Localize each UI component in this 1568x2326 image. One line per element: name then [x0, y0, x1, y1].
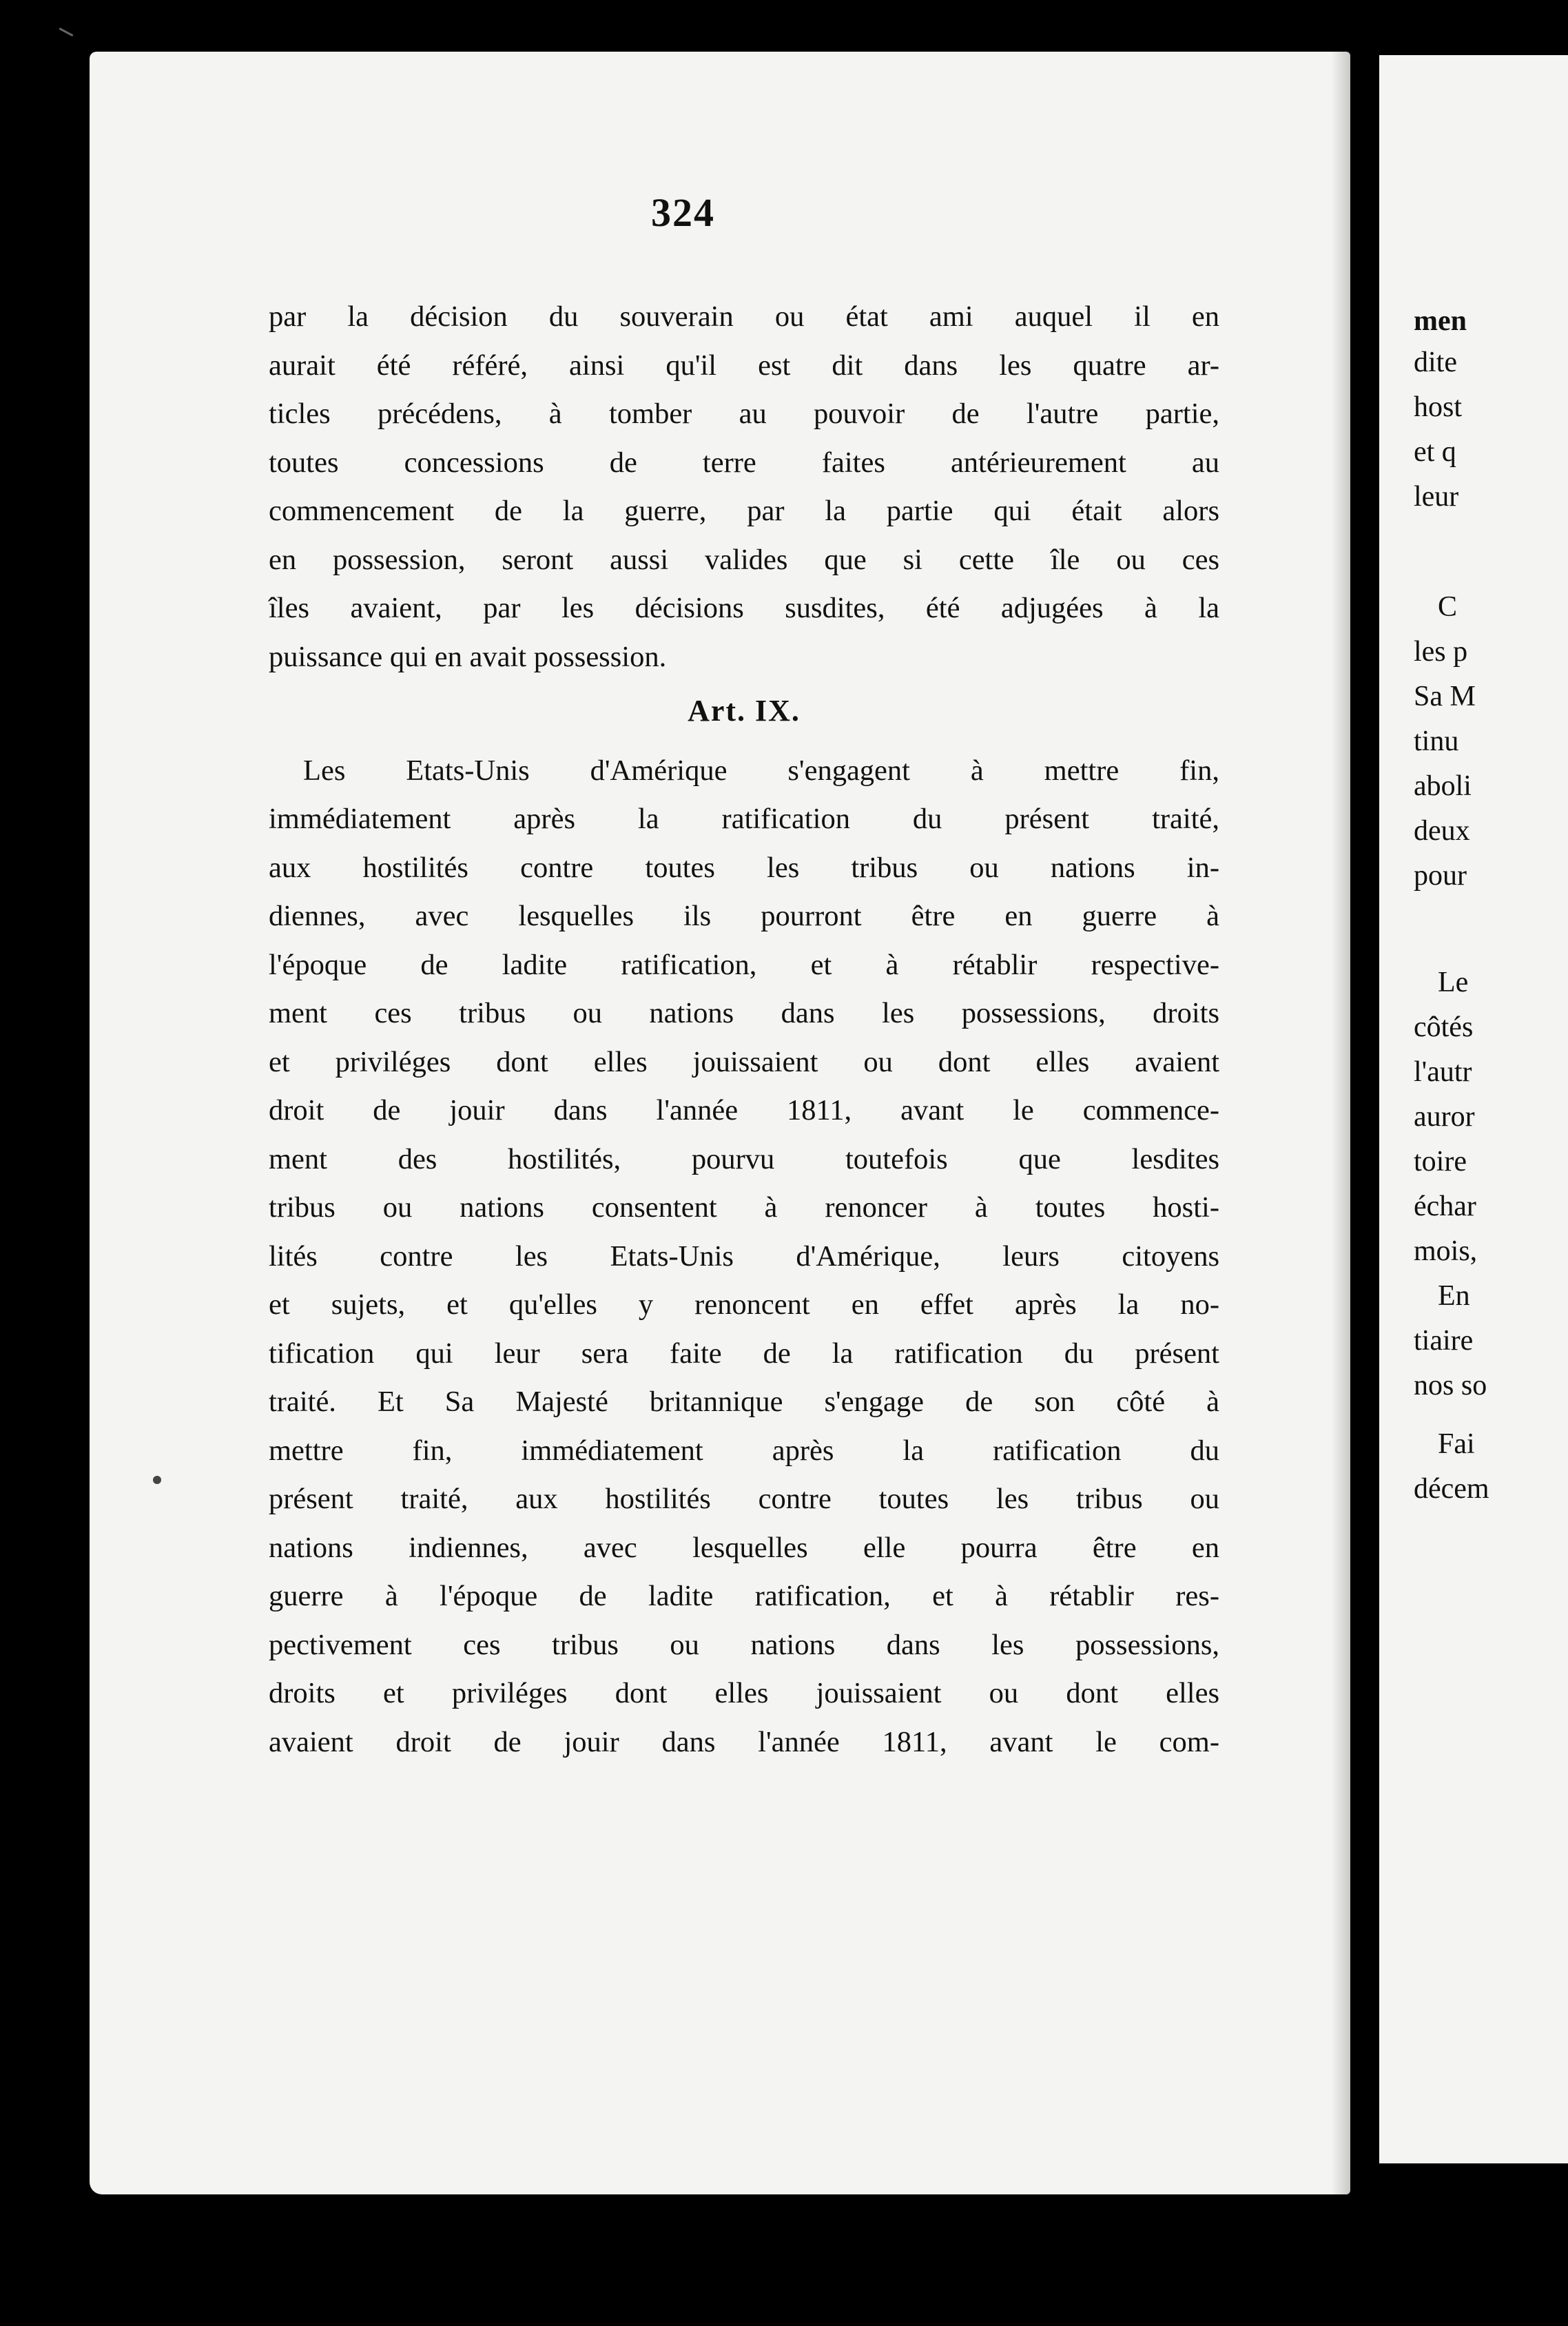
text-line: Les Etats-Unis d'Amérique s'engagent à mettre fin, — [303, 754, 1219, 787]
facing-fragment: Sa M — [1414, 681, 1476, 712]
text-line: droit de jouir dans l'année 1811, avant le commence- — [269, 1094, 1219, 1126]
text-line: tribus ou nations consentent à renoncer à toutes hosti- — [269, 1191, 1219, 1224]
margin-spot — [153, 1476, 161, 1484]
text-line: aurait été référé, ainsi qu'il est dit dans les quatre ar- — [269, 349, 1219, 382]
facing-fragment: et q — [1414, 436, 1456, 468]
text-line: puissance qui en avait possession. — [269, 640, 667, 673]
text-line: îles avaient, par les décisions susdites, été adjugées à la — [269, 592, 1219, 624]
text-line: par la décision du souverain ou état ami auquel il en — [269, 300, 1219, 333]
text-line: en possession, seront aussi valides que si cette île ou ces — [269, 543, 1219, 576]
text-line: l'époque de ladite ratification, et à rétablir respective- — [269, 948, 1219, 981]
facing-fragment: tiaire — [1414, 1325, 1474, 1357]
facing-fragment: échar — [1414, 1191, 1476, 1222]
text-line: commencement de la guerre, par la partie qui était alors — [269, 495, 1219, 527]
text-line: ment des hostilités, pourvu toutefois que lesdites — [269, 1142, 1219, 1175]
text-line: guerre à l'époque de ladite ratification, et à rétablir res- — [269, 1580, 1219, 1612]
text-line: nations indiennes, avec lesquelles elle pourra être en — [269, 1531, 1219, 1564]
text-line: lités contre les Etats-Unis d'Amérique, leurs citoyens — [269, 1239, 1219, 1273]
facing-fragment: men — [1414, 305, 1467, 337]
facing-fragment: l'autr — [1414, 1056, 1472, 1088]
text-line: présent traité, aux hostilités contre toutes les tribus ou — [269, 1483, 1219, 1515]
text-line: pectivement ces tribus ou nations dans les possessions, — [269, 1628, 1219, 1661]
facing-fragment: toire — [1414, 1146, 1467, 1177]
text-line: traité. Et Sa Majesté britannique s'engage de son côté à — [269, 1386, 1219, 1418]
text-line: immédiatement après la ratification du présent traité, — [269, 803, 1219, 835]
text-line: et priviléges dont elles jouissaient ou dont elles avaient — [269, 1045, 1219, 1078]
facing-page — [1379, 55, 1568, 2163]
text-line: ticles précédens, à tomber au pouvoir de l'autre partie, — [269, 398, 1219, 430]
facing-fragment: tinu — [1414, 725, 1459, 757]
text-line: toutes concessions de terre faites antérieurement au — [269, 446, 1219, 479]
facing-fragment: host — [1414, 391, 1463, 423]
facing-fragment: côtés — [1414, 1011, 1474, 1043]
facing-fragment: mois, — [1414, 1235, 1478, 1267]
text-line: avaient droit de jouir dans l'année 1811, avant le com- — [269, 1725, 1219, 1758]
facing-fragment: Fai — [1438, 1428, 1475, 1460]
facing-fragment: En — [1438, 1280, 1470, 1312]
scan-speck — [59, 28, 74, 37]
facing-fragment: les p — [1414, 636, 1468, 668]
facing-fragment: Le — [1438, 967, 1469, 998]
facing-fragment: leur — [1414, 481, 1459, 513]
text-line: mettre fin, immédiatement après la ratification du — [269, 1434, 1219, 1467]
facing-fragment: auror — [1414, 1101, 1475, 1133]
facing-fragment: pour — [1414, 860, 1467, 892]
facing-fragment: deux — [1414, 815, 1470, 847]
text-line: droits et priviléges dont elles jouissaient ou dont elles — [269, 1677, 1219, 1709]
facing-fragment: dite — [1414, 347, 1457, 378]
article-heading: Art. IX. — [688, 694, 801, 728]
page-number: 324 — [651, 190, 715, 235]
text-line: et sujets, et qu'elles y renoncent en effet après la no- — [269, 1288, 1219, 1321]
page-body — [269, 293, 1219, 1767]
text-line: ment ces tribus ou nations dans les possessions, droits — [269, 997, 1219, 1029]
text-line: aux hostilités contre toutes les tribus ou nations in- — [269, 851, 1219, 884]
text-line: tification qui leur sera faite de la ratification du présent — [269, 1337, 1219, 1370]
facing-fragment: décem — [1414, 1473, 1489, 1505]
text-line: diennes, avec lesquelles ils pourront être en guerre à — [269, 900, 1219, 932]
facing-fragment: aboli — [1414, 770, 1472, 802]
facing-fragment: nos so — [1414, 1370, 1487, 1401]
facing-fragment: C — [1438, 591, 1458, 623]
page-gutter-shadow — [1331, 52, 1350, 2194]
